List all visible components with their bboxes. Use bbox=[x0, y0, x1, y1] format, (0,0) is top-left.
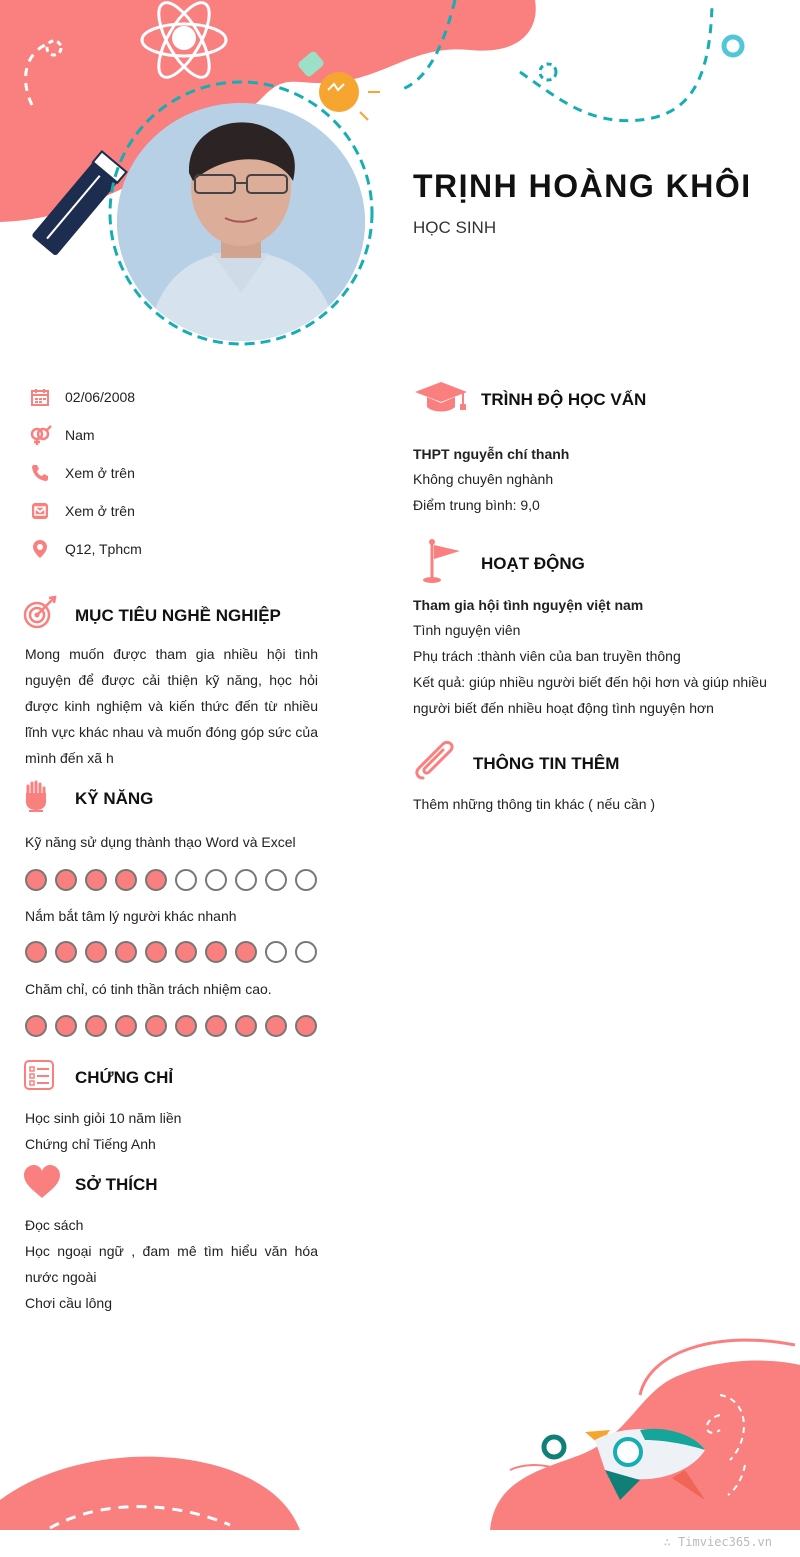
checklist-icon bbox=[23, 1059, 75, 1096]
profile-photo bbox=[117, 103, 365, 341]
rating-dot-filled bbox=[235, 1015, 257, 1037]
calendar-icon bbox=[28, 385, 52, 409]
skills-heading bbox=[23, 780, 153, 817]
rating-dot-filled bbox=[115, 1015, 137, 1037]
activity-organization: Tham gia hội tình nguyện việt nam bbox=[413, 597, 644, 613]
contact-phone bbox=[28, 461, 135, 485]
rating-dot-filled bbox=[85, 941, 107, 963]
objective-text: Mong muốn được tham gia nhiều hội tình nguyện để được cải thiện kỹ năng, học hỏi được kinh nghiệm và kiến thức đến từ nhiều lĩnh vực khác nhau và muốn đóng góp sức của mình đến xã h bbox=[25, 646, 318, 766]
activity-result: người biết đến nhiều hoạt động tình nguyện hơn bbox=[413, 700, 714, 716]
rating-dot-filled bbox=[205, 1015, 227, 1037]
rating-dot-filled bbox=[55, 941, 77, 963]
hobbies-heading bbox=[23, 1165, 158, 1204]
certificate-item: Học sinh giỏi 10 năm liền bbox=[25, 1110, 182, 1126]
birthday-text: 02/06/2008 bbox=[65, 389, 136, 405]
education-score: Điểm trung bình: 9,0 bbox=[413, 497, 540, 513]
activity-duty: Phụ trách :thành viên của ban truyền thông bbox=[413, 648, 681, 664]
graduation-cap-icon bbox=[413, 380, 481, 419]
contact-birthday bbox=[28, 385, 135, 409]
rating-dot-filled bbox=[145, 869, 167, 891]
rating-dot-empty bbox=[205, 869, 227, 891]
rating-dot-filled bbox=[145, 1015, 167, 1037]
education-major: Không chuyên nghành bbox=[413, 471, 554, 487]
education-heading bbox=[413, 380, 646, 419]
skill-name-2: Nắm bắt tâm lý người khác nhanh bbox=[25, 908, 237, 924]
rating-dot-filled bbox=[145, 941, 167, 963]
rating-dot-empty bbox=[265, 869, 287, 891]
address-text: Q12, Tphcm bbox=[65, 541, 142, 557]
rating-dot-filled bbox=[115, 869, 137, 891]
candidate-title: HỌC SINH bbox=[413, 218, 497, 237]
location-icon bbox=[28, 537, 52, 561]
skill-name-1: Kỹ năng sử dụng thành thạo Word và Excel bbox=[25, 834, 296, 850]
hobby-item: Chơi cầu lông bbox=[25, 1295, 113, 1311]
skill-rating-2 bbox=[25, 941, 325, 963]
certificates-heading bbox=[23, 1059, 173, 1096]
heart-icon bbox=[23, 1165, 75, 1204]
contact-gender bbox=[28, 423, 95, 447]
rating-dot-filled bbox=[175, 1015, 197, 1037]
skill-rating-3 bbox=[25, 1015, 325, 1037]
rating-dot-filled bbox=[55, 1015, 77, 1037]
email-text: Xem ở trên bbox=[65, 503, 135, 519]
extra-text: Thêm những thông tin khác ( nếu cần ) bbox=[413, 796, 656, 812]
rating-dot-filled bbox=[205, 941, 227, 963]
education-title: TRÌNH ĐỘ HỌC VẤN bbox=[481, 389, 647, 409]
skills-title: KỸ NĂNG bbox=[75, 788, 154, 808]
rating-dot-filled bbox=[175, 941, 197, 963]
objective-title: MỤC TIÊU NGHỀ NGHIỆP bbox=[75, 605, 281, 625]
hobby-item: Học ngoại ngữ , đam mê tìm hiểu văn hóa nước ngoài bbox=[25, 1243, 318, 1285]
hobby-item: Đọc sách bbox=[25, 1217, 84, 1233]
rating-dot-filled bbox=[235, 941, 257, 963]
rating-dot-filled bbox=[25, 941, 47, 963]
activity-result: Kết quả: giúp nhiều người biết đến hội hơn và giúp nhiều bbox=[413, 674, 767, 690]
objective-heading bbox=[23, 595, 281, 636]
activity-role: Tình nguyện viên bbox=[413, 622, 521, 638]
activities-title: HOẠT ĐỘNG bbox=[481, 553, 585, 573]
flag-icon bbox=[413, 537, 481, 590]
contact-email bbox=[28, 499, 135, 523]
gender-icon bbox=[28, 423, 52, 447]
rating-dot-filled bbox=[265, 1015, 287, 1037]
extra-heading bbox=[413, 740, 619, 787]
skill-name-3: Chăm chỉ, có tinh thần trách nhiệm cao. bbox=[25, 981, 272, 997]
phone-text: Xem ở trên bbox=[65, 465, 135, 481]
rating-dot-filled bbox=[295, 1015, 317, 1037]
email-icon bbox=[28, 499, 52, 523]
rating-dot-filled bbox=[55, 869, 77, 891]
hobbies-title: SỞ THÍCH bbox=[75, 1174, 158, 1194]
rating-dot-filled bbox=[25, 869, 47, 891]
hand-icon bbox=[23, 780, 75, 817]
contact-address bbox=[28, 537, 142, 561]
rating-dot-filled bbox=[115, 941, 137, 963]
rating-dot-empty bbox=[265, 941, 287, 963]
activities-heading bbox=[413, 537, 585, 590]
gender-text: Nam bbox=[65, 427, 95, 443]
rating-dot-empty bbox=[295, 941, 317, 963]
rating-dot-empty bbox=[295, 869, 317, 891]
rating-dot-empty bbox=[235, 869, 257, 891]
certificate-item: Chứng chỉ Tiếng Anh bbox=[25, 1136, 156, 1152]
rating-dot-empty bbox=[175, 869, 197, 891]
certificates-title: CHỨNG CHỈ bbox=[75, 1067, 174, 1087]
target-icon bbox=[23, 595, 75, 636]
skill-rating-1 bbox=[25, 869, 325, 891]
rating-dot-filled bbox=[85, 1015, 107, 1037]
phone-icon bbox=[28, 461, 52, 485]
watermark: ∴ Timviec365.vn bbox=[663, 1535, 772, 1549]
education-school: THPT nguyễn chí thanh bbox=[413, 446, 570, 462]
candidate-name: TRỊNH HOÀNG KHÔI bbox=[413, 168, 752, 204]
rating-dot-filled bbox=[25, 1015, 47, 1037]
rating-dot-filled bbox=[85, 869, 107, 891]
extra-title: THÔNG TIN THÊM bbox=[473, 753, 620, 773]
paperclip-icon bbox=[413, 740, 473, 787]
